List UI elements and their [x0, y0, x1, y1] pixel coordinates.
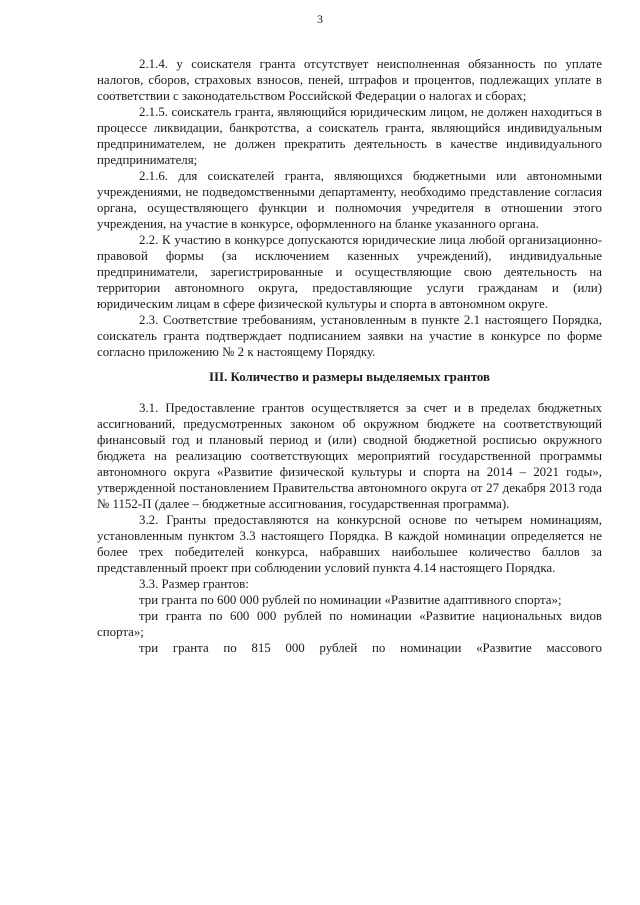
paragraph-3-3: 3.3. Размер грантов: [139, 577, 249, 591]
paragraph-2-1-4: 2.1.4. у соискателя гранта отсутствует неисполненная обязанность по уплате налогов, сборов, страховых взносов, пеней, штрафов и процентов, подлежащих уплате в соответствии с законодательством Российской Федерации о налогах и сборах; [97, 57, 602, 103]
paragraph-2-1-6: 2.1.6. для соискателей гранта, являющихся бюджетными или автономными учреждениями, не подведомственными департаменту, необходимо представление согласия органа, осуществляющего функции и полномочия учредителя в отношении этого учреждения, на участие в конкурсе, оформленного на бланке указанного органа. [97, 169, 602, 231]
grant-item-mass-sport: три гранта по 815 000 рублей по номинации «Развитие массового [139, 641, 602, 655]
document-body [97, 56, 602, 656]
grant-item-adaptive-sport: три гранта по 600 000 рублей по номинации «Развитие адаптивного спорта»; [139, 593, 562, 607]
paragraph-3-1: 3.1. Предоставление грантов осуществляется за счет и в пределах бюджетных ассигнований, предусмотренных законом об окружном бюджете на соответствующий финансовый год и плановый период и (или) сводной бюджетной росписью окружного бюджета на реализацию соответствующих мероприятий государственной программы автономного округа «Развитие физической культуры и спорта на 2014 – 2021 годы», утвержденной постановлением Правительства автономного округа от 27 декабря 2013 года № 1152-П (далее – бюджетные ассигнования, государственная программа). [97, 401, 602, 511]
paragraph-2-1-5: 2.1.5. соискатель гранта, являющийся юридическим лицом, не должен находиться в процессе ликвидации, банкротства, а соискатель гранта, являющийся индивидуальным предпринимателем, не должен прекратить деятельность в качестве индивидуального предпринимателя; [97, 105, 602, 167]
page-number: 3 [317, 12, 323, 26]
grant-item-national-sports: три гранта по 600 000 рублей по номинации «Развитие национальных видов спорта»; [97, 609, 602, 639]
section-heading: III. Количество и размеры выделяемых грантов [209, 370, 490, 384]
paragraph-2-2: 2.2. К участию в конкурсе допускаются юридические лица любой организационно-правовой формы (за исключением казенных учреждений), индивидуальные предприниматели, зарегистрированные и осуществляющие свою деятельность на территории автономного округа, предоставляющие услуги гражданам и (или) юридическим лицам в сфере физической культуры и спорта в автономном округе. [97, 233, 602, 311]
paragraph-3-2: 3.2. Гранты предоставляются на конкурсной основе по четырем номинациям, установленным пунктом 3.3 настоящего Порядка. В каждой номинации определяется не более трех победителей конкурса, набравших наибольшее количество баллов за представленный проект при соблюдении условий пункта 4.14 настоящего Порядка. [97, 513, 602, 575]
paragraph-2-3: 2.3. Соответствие требованиям, установленным в пункте 2.1 настоящего Порядка, соискатель гранта подтверждает подписанием заявки на участие в конкурсе по форме согласно приложению № 2 к настоящему Порядку. [97, 313, 602, 359]
